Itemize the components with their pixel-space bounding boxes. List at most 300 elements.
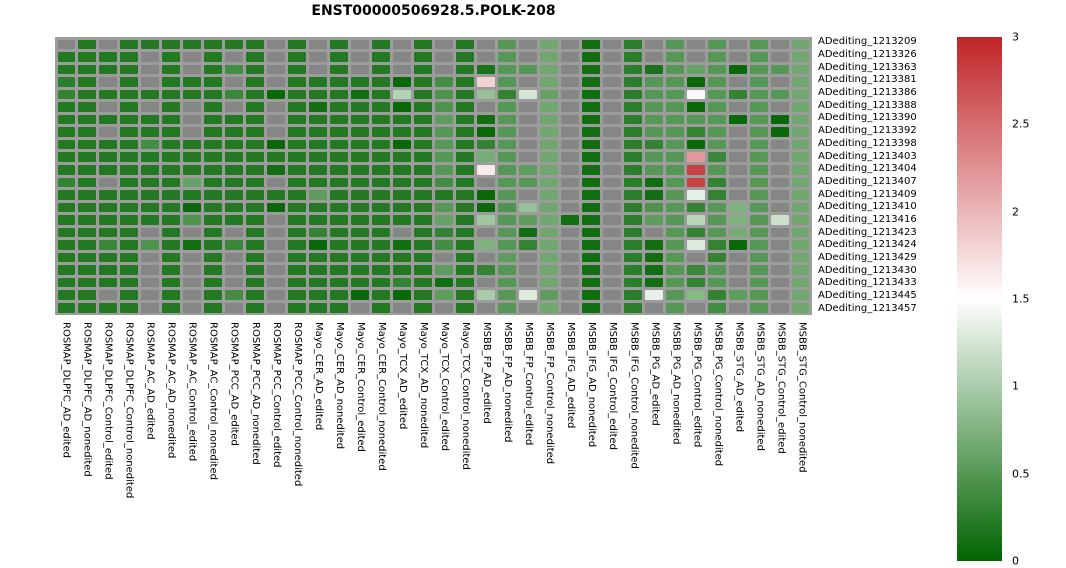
heatmap-cell [183,115,201,125]
row-label: ADediting_1213403 [818,150,917,162]
heatmap-cell [309,77,327,87]
heatmap-cell [603,190,621,200]
row-label: ADediting_1213424 [818,239,917,251]
heatmap-cell [204,90,222,100]
heatmap-cell [162,203,180,213]
heatmap-cell [477,152,495,162]
heatmap-cell [561,228,579,238]
heatmap-cell [603,165,621,175]
heatmap-cell [141,127,159,137]
heatmap-cell [372,228,390,238]
heatmap-cell [351,127,369,137]
heatmap-cell [288,265,306,275]
colorbar-tick-label: 0.5 [1012,467,1030,481]
heatmap-cell [99,127,117,137]
heatmap-cell [645,127,663,137]
heatmap-cell [393,253,411,263]
heatmap-cell [435,265,453,275]
heatmap-cell [771,165,789,175]
heatmap-cell [603,90,621,100]
heatmap-cell [58,40,76,50]
heatmap-cell [288,228,306,238]
heatmap-cell [246,115,264,125]
heatmap-cell [708,40,726,50]
heatmap-cell [477,303,495,313]
heatmap-cell [561,178,579,188]
heatmap-cell [414,127,432,137]
heatmap-cell [246,40,264,50]
heatmap-cell [540,290,558,300]
heatmap-cell [519,215,537,225]
row-label: ADediting_1213433 [818,277,917,289]
heatmap-cell [99,140,117,150]
heatmap-cell [372,140,390,150]
heatmap-cell [435,178,453,188]
column-label: MSBB_IFG_AD_edited [565,322,577,429]
heatmap-cell [162,278,180,288]
heatmap-cell [141,290,159,300]
heatmap-cell [645,303,663,313]
heatmap-cell [330,253,348,263]
heatmap-cell [330,140,348,150]
heatmap-cell [519,65,537,75]
heatmap-cell [141,65,159,75]
column-label: MSBB_FP_AD_edited [481,322,493,424]
column-label: Mayo_CER_AD_edited [312,322,324,431]
heatmap-cell [162,115,180,125]
heatmap-cell [267,203,285,213]
heatmap-cell [624,77,642,87]
heatmap-cell [183,215,201,225]
heatmap-cell [603,215,621,225]
heatmap-cell [498,215,516,225]
heatmap-cell [99,190,117,200]
heatmap-cell [246,290,264,300]
heatmap-cell [687,165,705,175]
heatmap-cell [561,253,579,263]
heatmap-cell [99,290,117,300]
heatmap-cell [624,290,642,300]
heatmap-cell [393,152,411,162]
heatmap-cell [561,265,579,275]
heatmap-cell [183,127,201,137]
heatmap-cell [582,290,600,300]
heatmap-cell [750,102,768,112]
heatmap-cell [729,115,747,125]
heatmap-cell [267,127,285,137]
heatmap-cell [58,90,76,100]
colorbar-tick-label: 1 [1012,379,1019,393]
heatmap-cell [330,40,348,50]
heatmap-cell [225,190,243,200]
heatmap-cell [351,278,369,288]
heatmap-cell [393,90,411,100]
heatmap-cell [729,65,747,75]
heatmap-cell [519,152,537,162]
heatmap-cell [225,40,243,50]
heatmap-cell [540,203,558,213]
heatmap-cell [456,165,474,175]
heatmap-cell [435,215,453,225]
heatmap-cell [708,240,726,250]
heatmap-cell [561,290,579,300]
heatmap-cell [561,215,579,225]
heatmap-cell [309,115,327,125]
heatmap-cell [351,102,369,112]
heatmap-cell [624,265,642,275]
heatmap-cell [309,102,327,112]
heatmap-cell [120,152,138,162]
heatmap-cell [708,115,726,125]
heatmap-cell [750,140,768,150]
heatmap-cell [351,178,369,188]
heatmap-cell [288,215,306,225]
heatmap-cell [792,65,810,75]
heatmap-cell [372,102,390,112]
heatmap-cell [372,115,390,125]
heatmap-cell [771,178,789,188]
heatmap-cell [58,253,76,263]
heatmap-cell [477,127,495,137]
heatmap-cell [771,303,789,313]
heatmap-cell [267,115,285,125]
heatmap-cell [141,203,159,213]
heatmap-cell [78,90,96,100]
heatmap-cell [603,52,621,62]
heatmap-cell [498,240,516,250]
heatmap-cell [687,253,705,263]
heatmap-cell [729,152,747,162]
heatmap-cell [687,65,705,75]
heatmap-cell [666,278,684,288]
heatmap-cell [393,290,411,300]
heatmap-cell [456,303,474,313]
heatmap-cell [162,127,180,137]
column-label: MSBB_FP_Control_nonedited [544,322,556,465]
heatmap-cell [603,40,621,50]
heatmap-cell [750,215,768,225]
heatmap-cell [645,240,663,250]
heatmap-cell [330,90,348,100]
heatmap-cell [78,102,96,112]
heatmap-cell [120,65,138,75]
heatmap-cell [771,52,789,62]
heatmap-cell [267,152,285,162]
heatmap-cell [58,102,76,112]
column-label: ROSMAP_AC_AD_nonedited [165,322,177,459]
heatmap-cell [435,190,453,200]
heatmap-cell [666,65,684,75]
heatmap-grid [55,37,812,315]
heatmap-cell [393,265,411,275]
heatmap-cell [708,253,726,263]
row-label: ADediting_1213409 [818,188,917,200]
heatmap-cell [792,102,810,112]
heatmap-cell [456,228,474,238]
heatmap-cell [729,102,747,112]
heatmap-cell [58,165,76,175]
heatmap-cell [477,140,495,150]
heatmap-cell [288,278,306,288]
column-label: Mayo_TCX_AD_nonedited [417,322,429,449]
heatmap-cell [78,52,96,62]
column-label: MSBB_PG_Control_nonedited [712,322,724,467]
heatmap-cell [435,165,453,175]
heatmap-cell [351,40,369,50]
column-label: ROSMAP_AC_Control_edited [186,322,198,462]
heatmap-cell [498,265,516,275]
heatmap-cell [456,65,474,75]
heatmap-cell [183,278,201,288]
heatmap-cell [645,152,663,162]
heatmap-cell [267,215,285,225]
heatmap-cell [456,102,474,112]
heatmap-cell [372,265,390,275]
heatmap-cell [687,215,705,225]
heatmap-cell [603,127,621,137]
heatmap-cell [372,253,390,263]
heatmap-cell [393,115,411,125]
heatmap-cell [666,215,684,225]
heatmap-cell [792,127,810,137]
heatmap-cell [99,90,117,100]
heatmap-cell [393,303,411,313]
heatmap-cell [372,278,390,288]
heatmap-cell [141,278,159,288]
heatmap-cell [141,77,159,87]
heatmap-cell [729,90,747,100]
heatmap-cell [645,140,663,150]
heatmap-cell [771,240,789,250]
heatmap-cell [624,115,642,125]
heatmap-cell [582,203,600,213]
heatmap-cell [246,215,264,225]
heatmap-cell [267,190,285,200]
heatmap-cell [330,52,348,62]
heatmap-cell [246,90,264,100]
heatmap-cell [624,52,642,62]
heatmap-cell [78,40,96,50]
heatmap-cell [540,265,558,275]
heatmap-cell [414,140,432,150]
heatmap-cell [120,115,138,125]
heatmap-cell [99,77,117,87]
heatmap-cell [246,127,264,137]
heatmap-cell [309,52,327,62]
heatmap-cell [414,178,432,188]
heatmap-cell [645,253,663,263]
column-label: MSBB_STG_Control_nonedited [796,322,808,473]
heatmap-cell [225,165,243,175]
heatmap-cell [183,303,201,313]
heatmap-cell [267,165,285,175]
heatmap-cell [750,290,768,300]
heatmap-cell [225,102,243,112]
heatmap-cell [750,65,768,75]
heatmap-cell [561,140,579,150]
colorbar-ticks [1012,30,1052,568]
heatmap-cell [246,190,264,200]
heatmap-cell [351,65,369,75]
heatmap-cell [246,203,264,213]
heatmap-cell [58,303,76,313]
heatmap-cell [183,178,201,188]
heatmap-cell [519,190,537,200]
heatmap-cell [687,265,705,275]
heatmap-cell [624,278,642,288]
heatmap-cell [204,190,222,200]
heatmap-cell [78,140,96,150]
heatmap-cell [225,203,243,213]
heatmap-cell [183,265,201,275]
heatmap-cell [519,240,537,250]
heatmap-cell [141,52,159,62]
heatmap-cell [288,52,306,62]
heatmap-cell [792,265,810,275]
heatmap-cell [498,77,516,87]
heatmap-cell [750,165,768,175]
heatmap-cell [99,102,117,112]
column-label: ROSMAP_DLPFC_AD_nonedited [81,322,93,477]
heatmap-cell [330,152,348,162]
heatmap-cell [519,127,537,137]
colorbar-tick-label: 0 [1012,554,1019,568]
heatmap-cell [330,203,348,213]
heatmap-cell [393,102,411,112]
row-label: ADediting_1213326 [818,49,917,61]
heatmap-cell [645,52,663,62]
row-label: ADediting_1213209 [818,36,917,48]
heatmap-cell [498,303,516,313]
heatmap-cell [204,152,222,162]
heatmap-cell [582,115,600,125]
heatmap-cell [582,127,600,137]
heatmap-cell [246,102,264,112]
heatmap-cell [204,178,222,188]
heatmap-cell [78,215,96,225]
heatmap-cell [603,203,621,213]
heatmap-cell [141,253,159,263]
heatmap-cell [393,190,411,200]
heatmap-cell [141,40,159,50]
heatmap-cell [267,278,285,288]
heatmap-cell [372,303,390,313]
heatmap-cell [393,178,411,188]
heatmap-cell [225,253,243,263]
heatmap-cell [582,52,600,62]
heatmap-cell [435,303,453,313]
heatmap-cell [99,303,117,313]
heatmap-cell [603,278,621,288]
heatmap-cell [330,178,348,188]
heatmap-cell [666,240,684,250]
heatmap-cell [78,290,96,300]
heatmap-cell [267,52,285,62]
heatmap-cell [309,228,327,238]
heatmap-cell [288,140,306,150]
heatmap-cell [372,240,390,250]
heatmap-cell [58,178,76,188]
heatmap-cell [687,178,705,188]
heatmap-cell [99,52,117,62]
heatmap-cell [456,265,474,275]
heatmap-cell [498,190,516,200]
heatmap-cell [729,265,747,275]
heatmap-cell [519,278,537,288]
heatmap-cell [58,203,76,213]
heatmap-cell [540,240,558,250]
heatmap-cell [330,165,348,175]
heatmap-cell [309,90,327,100]
heatmap-cell [78,77,96,87]
heatmap-cell [267,178,285,188]
column-label: MSBB_PG_AD_nonedited [670,322,682,445]
heatmap-cell [477,190,495,200]
heatmap-cell [162,253,180,263]
heatmap-cell [246,77,264,87]
heatmap-cell [708,290,726,300]
heatmap-cell [687,140,705,150]
heatmap-cell [729,215,747,225]
heatmap-cell [540,278,558,288]
heatmap-cell [477,290,495,300]
column-label: MSBB_STG_Control_edited [775,322,787,454]
heatmap-cell [666,140,684,150]
heatmap-cell [603,228,621,238]
heatmap-cell [540,40,558,50]
heatmap-cell [267,240,285,250]
heatmap-cell [141,140,159,150]
heatmap-cell [393,127,411,137]
heatmap-cell [372,190,390,200]
heatmap-cell [309,165,327,175]
heatmap-cell [225,290,243,300]
heatmap-cell [687,228,705,238]
heatmap-cell [414,90,432,100]
heatmap-cell [58,65,76,75]
heatmap-cell [414,215,432,225]
heatmap-cell [666,115,684,125]
heatmap-cell [540,190,558,200]
heatmap-cell [519,90,537,100]
heatmap-cell [750,278,768,288]
heatmap-cell [414,190,432,200]
heatmap-cell [414,152,432,162]
row-label: ADediting_1213407 [818,175,917,187]
column-label: MSBB_IFG_Control_edited [607,322,619,450]
heatmap-cell [120,253,138,263]
heatmap-cell [309,190,327,200]
heatmap-cell [729,253,747,263]
heatmap-cell [288,203,306,213]
heatmap-cell [456,77,474,87]
heatmap-cell [792,240,810,250]
heatmap-cell [582,140,600,150]
row-label: ADediting_1213388 [818,99,917,111]
heatmap-cell [645,165,663,175]
column-label: MSBB_STG_AD_nonedited [754,322,766,451]
heatmap-cell [330,127,348,137]
heatmap-cell [351,290,369,300]
heatmap-cell [78,253,96,263]
heatmap-cell [561,303,579,313]
heatmap-cell [687,278,705,288]
heatmap-cell [78,190,96,200]
column-label: ROSMAP_AC_Control_nonedited [207,322,219,480]
heatmap-cell [99,178,117,188]
heatmap-cell [687,127,705,137]
heatmap-cell [78,152,96,162]
